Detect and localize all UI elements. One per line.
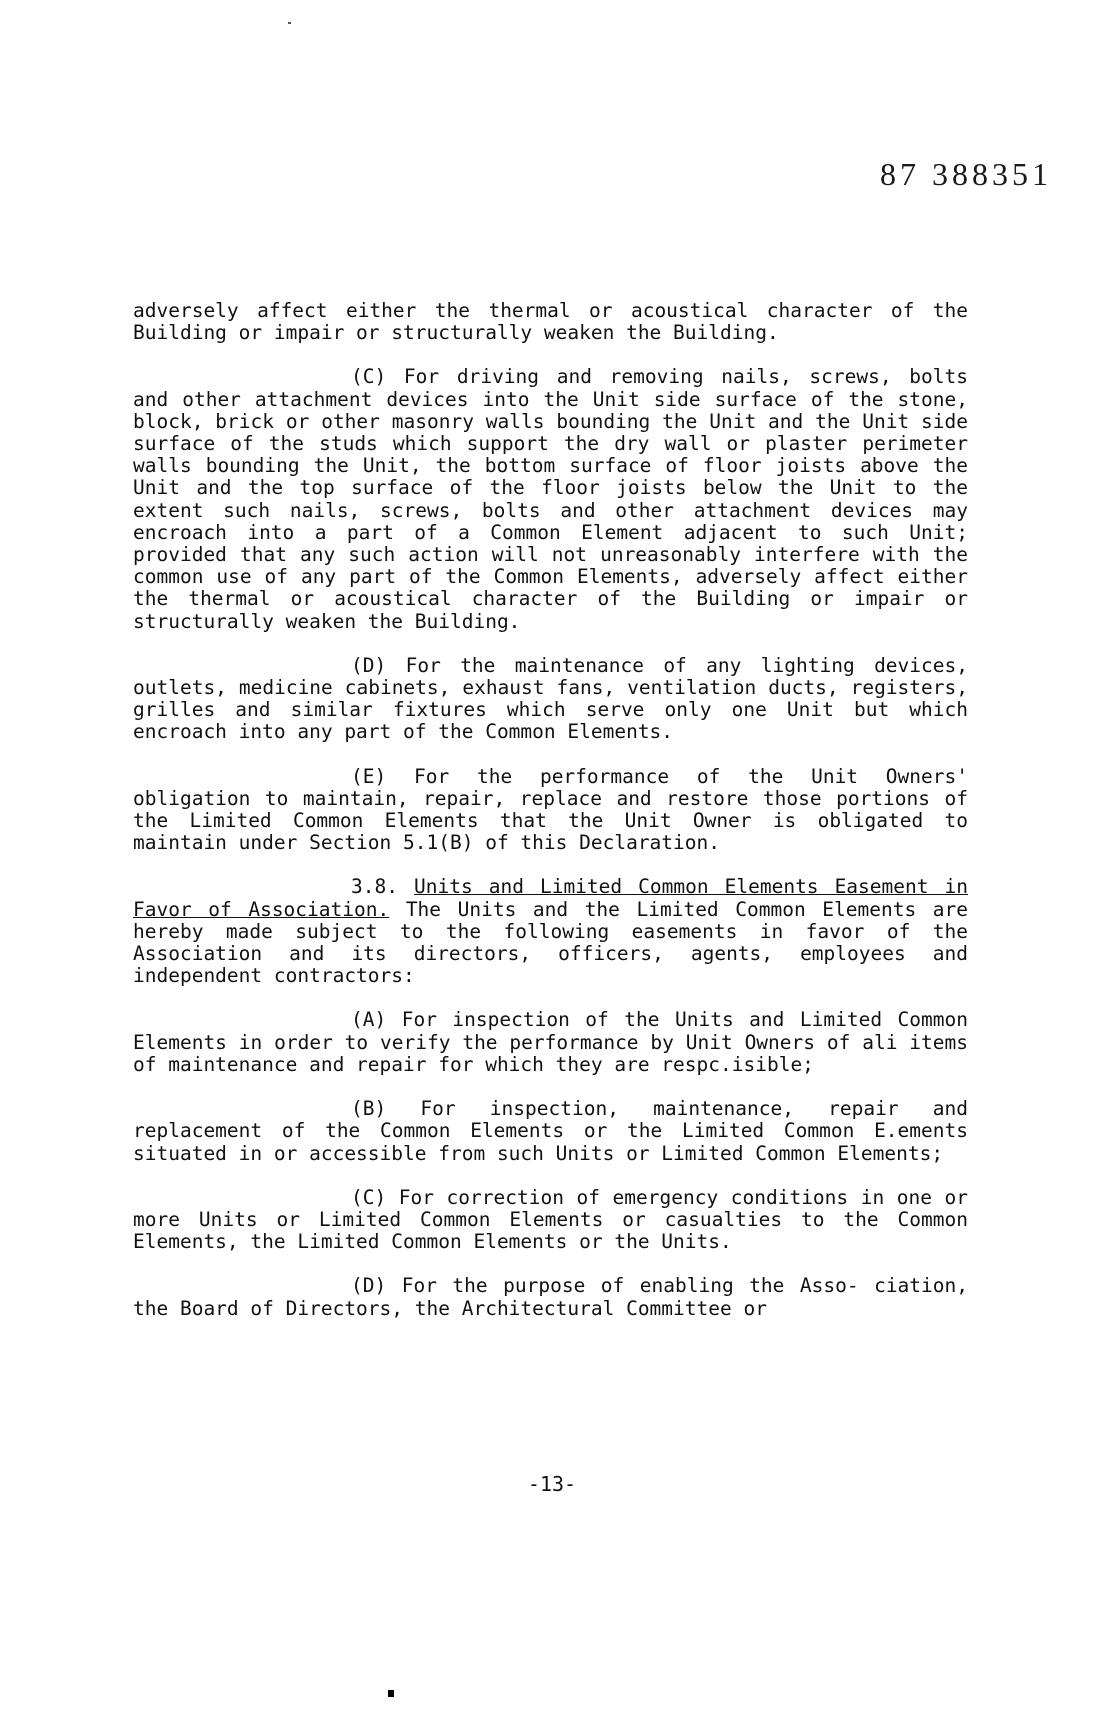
section-3-8: [133, 876, 968, 987]
scan-mark: [288, 22, 291, 24]
easement-item-a: (A) For inspection of the Units and Limited Common Elements in order to verify the performance by Unit Owners of ali items of maintenance and repair for which they are respc.isible;: [133, 1008, 968, 1076]
scan-speck: [388, 1690, 394, 1697]
document-number-stamp: 87 388351: [880, 156, 1052, 192]
section-number: 3.8.: [351, 875, 398, 899]
easement-item-d: (D) For the purpose of enabling the Asso- ciation, the Board of Directors, the Architectural Committee or: [133, 1274, 968, 1320]
paragraph-c: (C) For driving and removing nails, screws, bolts and other attachment devices into the Unit side surface of the stone, block, brick or other masonry walls bounding the Unit and the Unit side surface of the studs which support the dry wall or plaster perimeter walls bounding the Unit, the bottom surface of floor joists above the Unit and the top surface of the floor joists below the Unit to the extent such nails, screws, bolts and other attachment devices may encroach into a part of a Common Element adjacent to such Unit; provided that any such action will not unreasonably interfere with the common use of any part of the Common Elements, adversely affect either the thermal or acoustical character of the Building or impair or structurally weaken the Building.: [133, 365, 968, 633]
paragraph-e: (E) For the performance of the Unit Owners' obligation to maintain, repair, replace and restore those portions of the Limited Common Elements that the Unit Owner is obligated to maintain under Section 5.1(B) of this Declaration.: [133, 764, 968, 855]
section-text: The Units and the Limited Common Elements are hereby made subject to the following easements in favor of the Association and its directors, officers, agents, employees and independent contractors:: [133, 897, 968, 988]
easement-item-c: (C) For correction of emergency conditions in one or more Units or Limited Common Elements or casualties to the Common Elements, the Limited Common Elements or the Units.: [133, 1185, 968, 1254]
paragraph-d: (D) For the maintenance of any lighting devices, outlets, medicine cabinets, exhaust fans, ventilation ducts, registers, grilles and similar fixtures which serve only one Unit but which encroach into any part of the Common Elements.: [133, 653, 968, 744]
section-heading: Units and Limited Common Elements Easement in Favor of Association.: [133, 875, 968, 921]
easement-item-b: (B) For inspection, maintenance, repair and replacement of the Common Elements or the Limited Common E.ements situated in or accessible from such Units or Limited Common Elements;: [133, 1097, 968, 1165]
page-number: -13-: [527, 1472, 577, 1496]
paragraph-continuation: adversely affect either the thermal or acoustical character of the Building or impair or structurally weaken the Building.: [133, 299, 968, 345]
page-body: [133, 300, 968, 1320]
